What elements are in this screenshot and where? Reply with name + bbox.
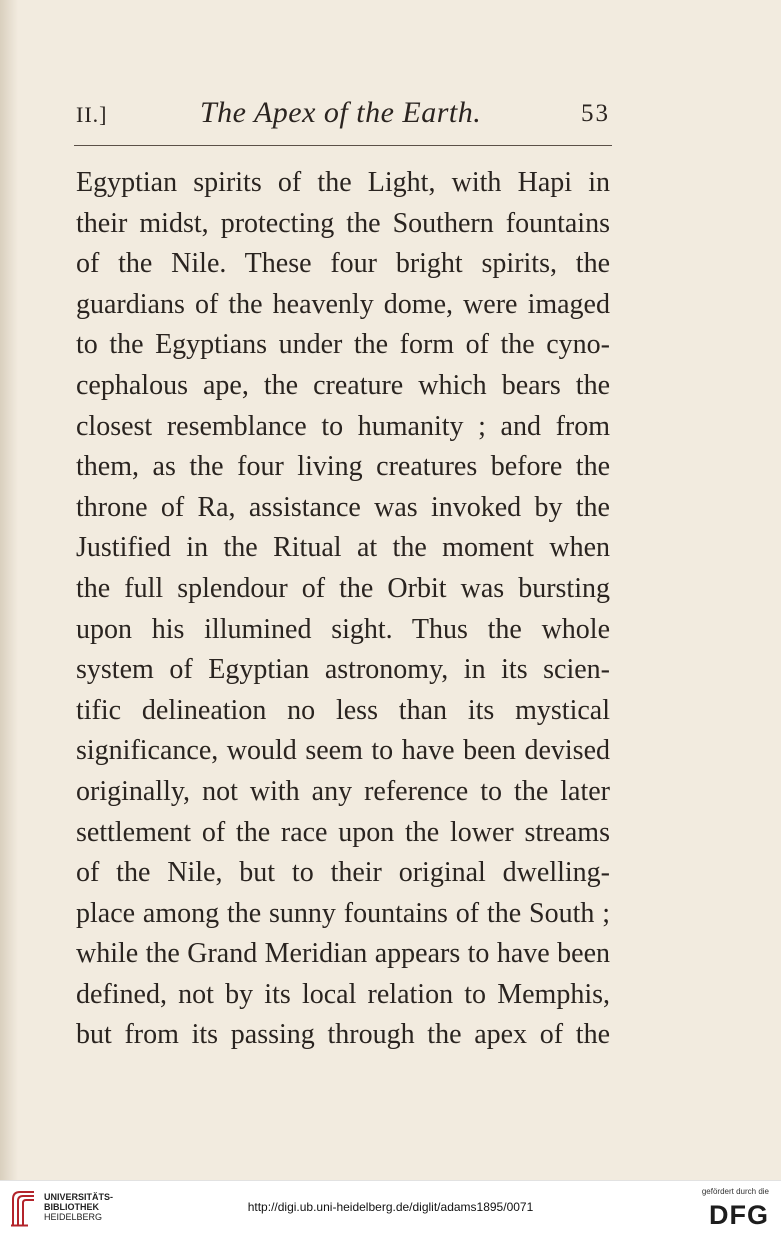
library-name-line2: BIBLIOTHEK [44, 1202, 99, 1212]
header-rule [74, 145, 612, 146]
running-title: The Apex of the Earth. [200, 96, 482, 129]
running-head [76, 96, 610, 136]
text-line: place among the sunny fountains of the South ; [76, 897, 610, 929]
page-number: 53 [581, 100, 610, 127]
text-line: cephalous ape, the creature which bears the [76, 369, 610, 401]
text-line: Egyptian spirits of the Light, with Hapi in [76, 167, 610, 198]
text-line: throne of Ra, assistance was invoked by the [76, 491, 610, 523]
text-line: tific delineation no less than its mystical [76, 694, 610, 726]
permalink-url[interactable]: http://digi.ub.uni-heidelberg.de/diglit/adams1895/0071 [247, 1200, 534, 1214]
text-line: Justified in the Ritual at the moment when [76, 532, 610, 564]
text-line: the full splendour of the Orbit was bursting [76, 572, 610, 604]
text-line: their midst, protecting the Southern fountains [76, 207, 610, 239]
text-line: of the Nile. These four bright spirits, the [76, 248, 610, 280]
text-line: system of Egyptian astronomy, in its scien- [76, 654, 610, 686]
text-line: upon his illumined sight. Thus the whole [76, 613, 610, 645]
text-line: closest resemblance to humanity ; and from [76, 410, 610, 442]
funding-caption: gefördert durch die [701, 1187, 769, 1196]
text-line: to the Egyptians under the form of the cyno- [76, 329, 610, 361]
viewer-footer [0, 1180, 781, 1236]
dfg-logo: DFG [709, 1200, 769, 1230]
library-name-line3: HEIDELBERG [44, 1212, 103, 1222]
text-line: guardians of the heavenly dome, were imaged [76, 288, 610, 320]
text-line: significance, would seem to have been devised [76, 735, 610, 767]
text-line: but from its passing through the apex of the [76, 1019, 610, 1051]
library-name-line1: UNIVERSITÄTS- [44, 1192, 114, 1202]
chapter-marker: II.] [76, 102, 108, 127]
text-line: defined, not by its local relation to Memphis, [76, 978, 610, 1010]
text-line: settlement of the race upon the lower streams [76, 816, 610, 848]
body-text [76, 163, 610, 1056]
text-line: originally, not with any reference to the later [76, 775, 610, 807]
text-line: them, as the four living creatures before the [76, 451, 610, 483]
text-line: while the Grand Meridian appears to have been [76, 938, 610, 970]
text-line: of the Nile, but to their original dwelling- [76, 857, 610, 889]
